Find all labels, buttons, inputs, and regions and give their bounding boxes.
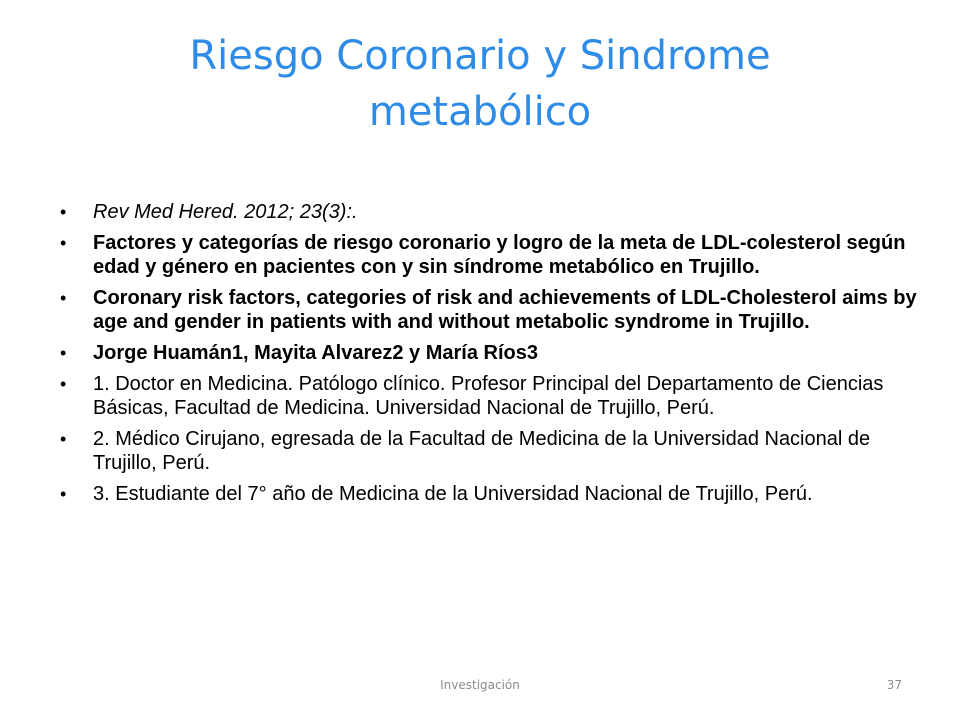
bullet-dot: •: [60, 233, 67, 253]
article-title-english: Coronary risk factors, categories of risk and achievements of LDL-Cholesterol aims by age and gender in patients with and without metabolic syndrome in Trujillo.: [93, 287, 917, 333]
slide-title: Riesgo Coronario y Sindrome metabólico: [189, 33, 771, 135]
footer-label: Investigación: [440, 678, 520, 692]
bullet-dot: •: [60, 202, 67, 222]
list-item-affiliation-3: [60, 482, 920, 506]
bullet-dot: •: [60, 374, 67, 394]
affiliation-3-text: 3. Estudiante del 7° año de Medicina de la Universidad Nacional de Trujillo, Perú.: [93, 483, 813, 505]
bullet-dot: •: [60, 288, 67, 308]
bullet-dot: •: [60, 429, 67, 449]
authors-text: Jorge Huamán1, Mayita Alvarez2 y María Ríos3: [93, 342, 538, 364]
bullet-list: [60, 200, 920, 513]
affiliation-2-text: 2. Médico Cirujano, egresada de la Facultad de Medicina de la Universidad Nacional de Trujillo, Perú.: [93, 428, 871, 474]
bullet-dot: •: [60, 484, 67, 504]
bullet-dot: •: [60, 343, 67, 363]
list-item-citation: [60, 200, 920, 224]
list-item-title-en: [60, 286, 920, 334]
affiliation-1-text: 1. Doctor en Medicina. Patólogo clínico. Profesor Principal del Departamento de Ciencias Básicas, Facultad de Medicina. Universidad Nacional de Trujillo, Perú.: [93, 373, 884, 419]
citation-text: Rev Med Hered. 2012; 23(3):.: [93, 201, 358, 223]
list-item-affiliation-1: [60, 372, 920, 420]
page-number: 37: [886, 678, 902, 692]
list-item-affiliation-2: [60, 427, 920, 475]
article-title-spanish: Factores y categorías de riesgo coronario y logro de la meta de LDL-colesterol según edad y género en pacientes con y sin síndrome metabólico en Trujillo.: [93, 232, 906, 278]
list-item-authors: [60, 341, 920, 365]
list-item-title-es: [60, 231, 920, 279]
